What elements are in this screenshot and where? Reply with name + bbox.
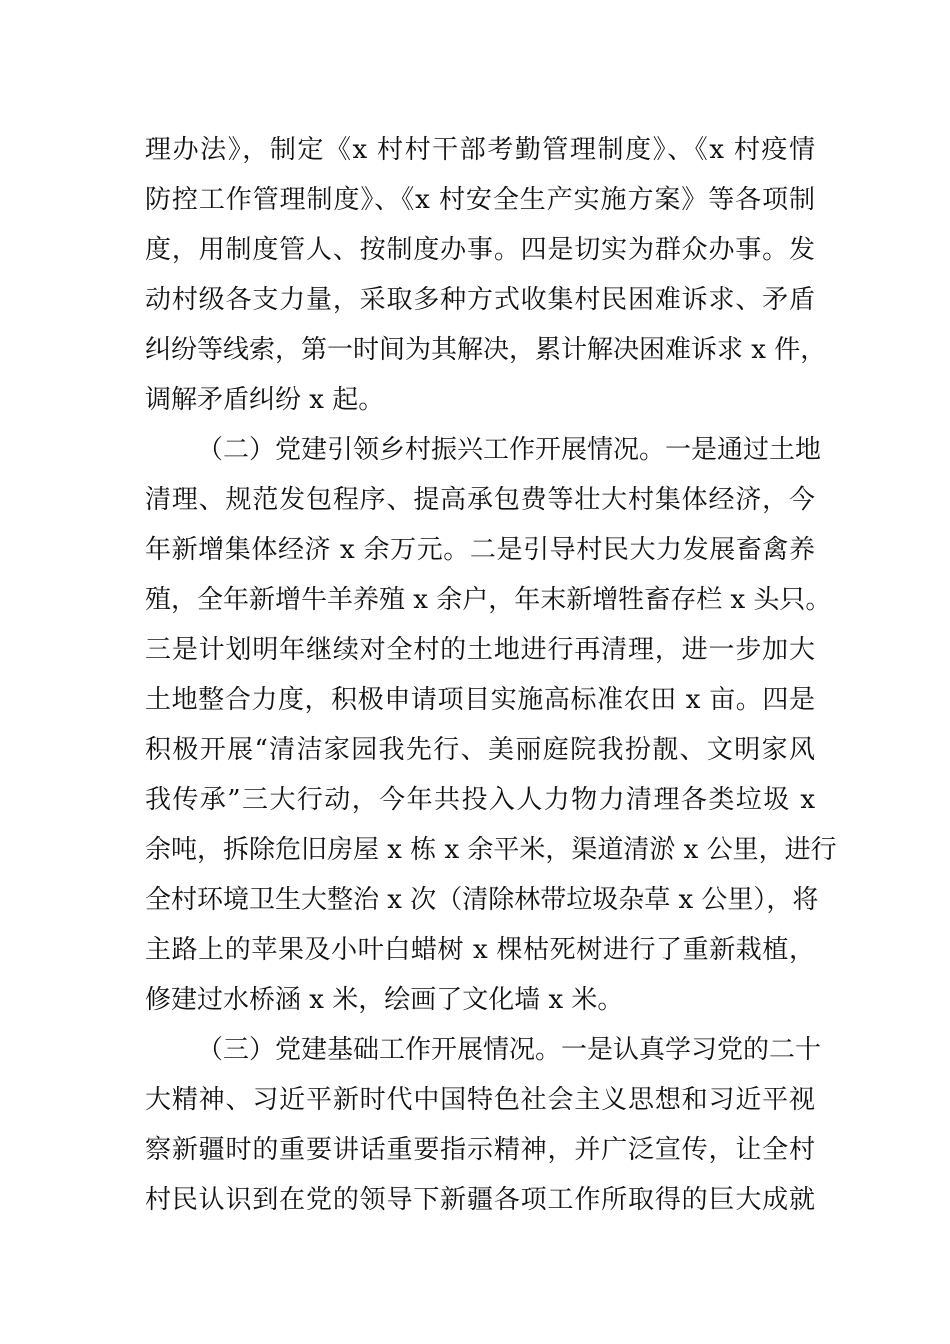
text-line: 防控工作管理制度》、《x 村安全生产实施方案》等各项制 (145, 185, 815, 215)
text-line: 殖，全年新增牛羊养殖 x 余户，年末新增牲畜存栏 x 头只。 (145, 585, 832, 615)
text-line: 余吨，拆除危旧房屋 x 栋 x 余平米，渠道清淤 x 公里，进行 (145, 835, 837, 865)
text-line: 度，用制度管人、按制度办事。四是切实为群众办事。发 (145, 235, 815, 265)
text-line: 修建过水桥涵 x 米，绘画了文化墙 x 米。 (145, 985, 624, 1015)
text-line: 年新增集体经济 x 余万元。二是引导村民大力发展畜禽养 (145, 535, 815, 565)
text-line: 调解矛盾纠纷 x 起。 (145, 385, 385, 415)
text-line: 全村环境卫生大整治 x 次（清除林带垃圾杂草 x 公里），将 (145, 885, 819, 915)
section-heading-line: （二）党建引领乡村振兴工作开展情况。一是通过土地 (197, 435, 822, 465)
text-line: 积极开展“清洁家园我先行、美丽庭院我扮靓、文明家风 (145, 735, 815, 765)
text-line: 清理、规范发包程序、提高承包费等壮大村集体经济，今 (145, 485, 815, 515)
text-line: 我传承”三大行动，今年共投入人力物力清理各类垃圾 x (145, 785, 815, 815)
section-heading-line: （三）党建基础工作开展情况。一是认真学习党的二十 (197, 1035, 822, 1065)
text-line: 主路上的苹果及小叶白蜡树 x 棵枯死树进行了重新栽植， (145, 935, 815, 965)
text-line: 村民认识到在党的领导下新疆各项工作所取得的巨大成就 (145, 1185, 815, 1215)
text-line: 动村级各支力量，采取多种方式收集村民困难诉求、矛盾 (145, 285, 815, 315)
text-line: 察新疆时的重要讲话重要指示精神，并广泛宣传，让全村 (145, 1135, 815, 1165)
text-line: 大精神、习近平新时代中国特色社会主义思想和习近平视 (145, 1085, 815, 1115)
text-line: 三是计划明年继续对全村的土地进行再清理，进一步加大 (145, 635, 815, 665)
text-line: 土地整合力度，积极申请项目实施高标准农田 x 亩。四是 (145, 685, 815, 715)
text-line: 纠纷等线索，第一时间为其解决，累计解决困难诉求 x 件， (145, 335, 827, 365)
text-line: 理办法》，制定《x 村村干部考勤管理制度》、《x 村疫情 (145, 135, 815, 165)
